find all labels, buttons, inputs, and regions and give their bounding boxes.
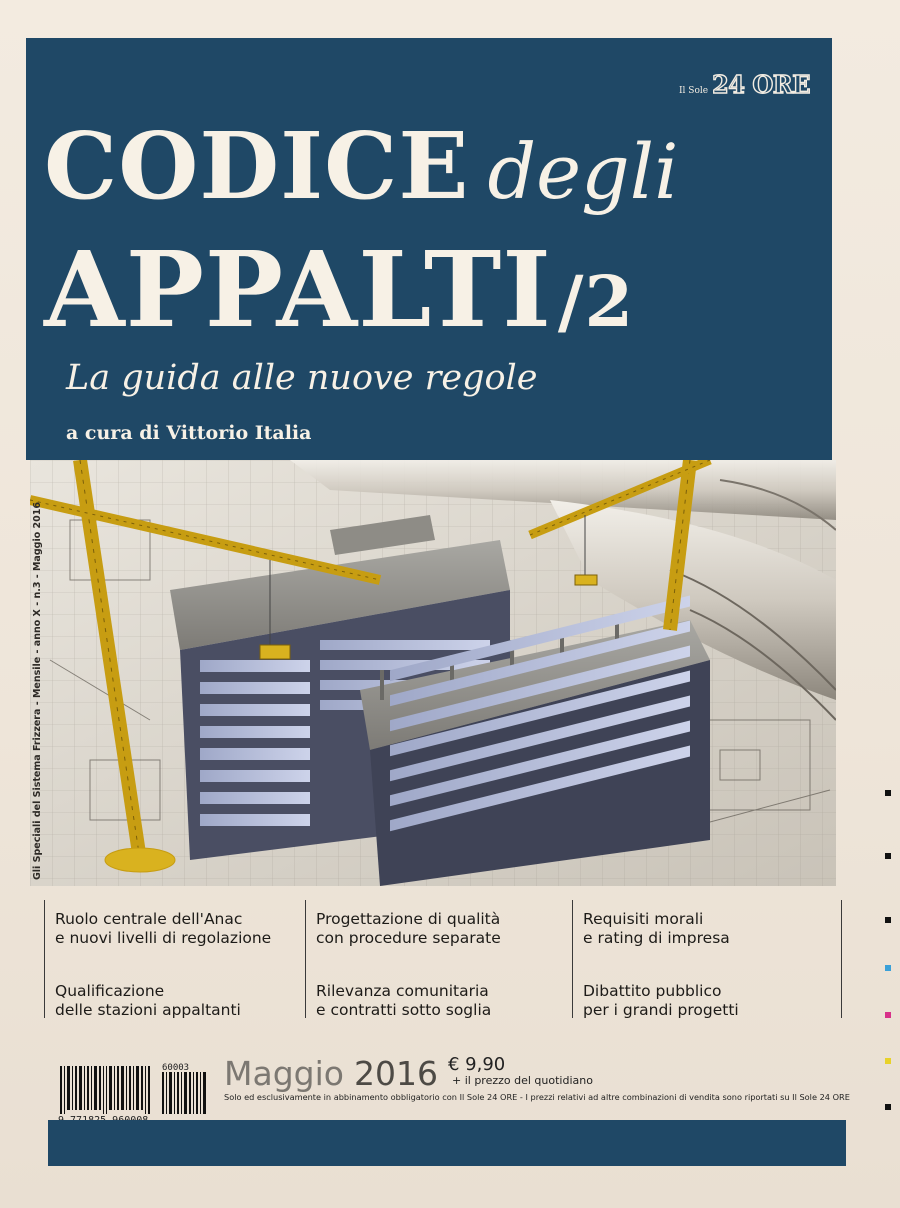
title-line-1	[44, 112, 679, 220]
title-appalti: APPALTI	[44, 228, 552, 351]
topic-line: Qualificazione	[55, 982, 165, 1000]
topic-item	[583, 910, 730, 948]
topic-item	[55, 982, 241, 1020]
topic-column-2	[305, 900, 566, 1018]
registration-mark	[885, 1012, 891, 1018]
topic-line: con procedure separate	[316, 929, 501, 947]
bottom-color-bar	[48, 1120, 846, 1166]
topic-item	[316, 910, 501, 948]
topic-column-3	[572, 900, 842, 1018]
issue-month: Maggio	[224, 1054, 344, 1093]
registration-mark	[885, 917, 891, 923]
barcode-addon-number: 60003	[162, 1063, 190, 1073]
topic-line: Rilevanza comunitaria	[316, 982, 489, 1000]
title-codice: CODICE	[44, 112, 470, 220]
topic-line: delle stazioni appaltanti	[55, 1001, 241, 1019]
cover-subtitle: La guida alle nuove regole	[66, 358, 538, 398]
topic-line: e rating di impresa	[583, 929, 730, 947]
registration-mark	[885, 853, 891, 859]
registration-mark	[885, 1058, 891, 1064]
cover-editor: a cura di Vittorio Italia	[66, 422, 312, 444]
title-degli: degli	[487, 127, 679, 216]
topic-item	[583, 982, 739, 1020]
issue-year: 2016	[353, 1054, 438, 1093]
topic-line: e contratti sotto soglia	[316, 1001, 492, 1019]
topic-line: Dibattito pubblico	[583, 982, 722, 1000]
legal-notice: Solo ed esclusivamente in abbinamento obbligatorio con Il Sole 24 ORE - I prezzi relativi ad altre combinazioni di vendita sono riportati su Il Sole 24 ORE	[224, 1092, 850, 1102]
topic-line: per i grandi progetti	[583, 1001, 739, 1019]
spine-text: Gli Speciali del Sistema Frizzera - Mensile - anno X - n.3 - Maggio 2016	[32, 502, 43, 880]
barcode	[58, 1066, 210, 1118]
construction-illustration	[30, 460, 836, 886]
topic-item	[316, 982, 491, 1020]
title-line-2	[44, 228, 635, 351]
registration-mark	[885, 965, 891, 971]
topic-column-1	[44, 900, 303, 1018]
topic-line: Requisiti morali	[583, 910, 704, 928]
logo-prefix: Il Sole	[679, 86, 709, 96]
logo-main: 24 ORE	[712, 70, 810, 99]
masthead	[26, 38, 832, 460]
topic-line: Ruolo centrale dell'Anac	[55, 910, 243, 928]
topic-line: Progettazione di qualità	[316, 910, 501, 928]
registration-mark	[885, 1104, 891, 1110]
publisher-logo	[679, 70, 810, 99]
topics-section	[30, 886, 840, 1032]
title-volume-number: /2	[557, 260, 635, 343]
issue-date	[224, 1054, 438, 1093]
cover-illustration	[30, 460, 836, 886]
topic-line: e nuovi livelli di regolazione	[55, 929, 272, 947]
price-note: + il prezzo del quotidiano	[452, 1074, 593, 1087]
topic-item	[55, 910, 271, 948]
registration-mark	[885, 790, 891, 796]
cover-price: € 9,90	[448, 1054, 506, 1075]
